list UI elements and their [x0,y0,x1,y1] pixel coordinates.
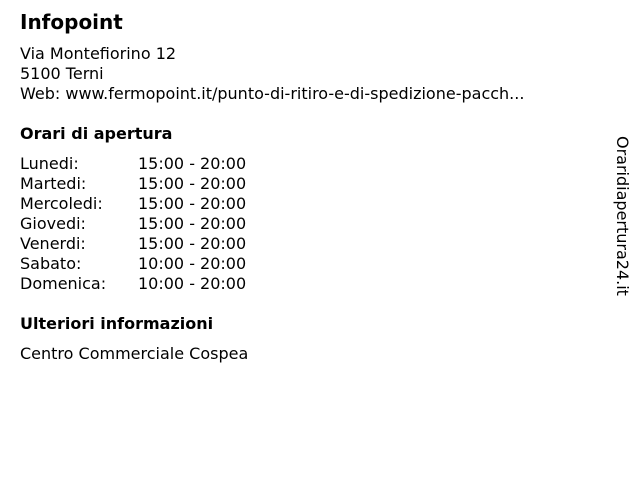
hours-row-tuesday [20,174,246,194]
hours-time: 10:00 - 20:00 [138,274,247,293]
hours-time: 15:00 - 20:00 [138,194,247,213]
hours-row-saturday [20,254,246,274]
opening-hours-heading: Orari di apertura [20,124,173,143]
hours-day: Sabato: [20,254,82,273]
hours-time: 15:00 - 20:00 [138,174,247,193]
opening-hours-list [20,154,246,294]
hours-day: Lunedi: [20,154,79,173]
hours-time: 15:00 - 20:00 [138,154,247,173]
address-web[interactable]: Web: www.fermopoint.it/punto-di-ritiro-e-di-spedizione-pacch... [20,84,525,103]
address-street: Via Montefiorino 12 [20,44,177,63]
hours-row-sunday [20,274,246,294]
hours-time: 15:00 - 20:00 [138,234,247,253]
hours-day: Venerdi: [20,234,86,253]
hours-day: Giovedi: [20,214,86,233]
hours-row-monday [20,154,246,174]
hours-day: Martedi: [20,174,87,193]
more-info-text: Centro Commerciale Cospea [20,344,249,363]
address-block [20,44,524,104]
hours-row-friday [20,234,246,254]
page-title: Infopoint [20,10,123,34]
hours-time: 15:00 - 20:00 [138,214,247,233]
hours-row-thursday [20,214,246,234]
hours-row-wednesday [20,194,246,214]
more-info-heading: Ulteriori informazioni [20,314,214,333]
hours-day: Domenica: [20,274,107,293]
hours-day: Mercoledi: [20,194,103,213]
hours-time: 10:00 - 20:00 [138,254,247,273]
address-city: 5100 Terni [20,64,104,83]
site-brand-label: Oraridiapertura24.it [613,136,632,296]
